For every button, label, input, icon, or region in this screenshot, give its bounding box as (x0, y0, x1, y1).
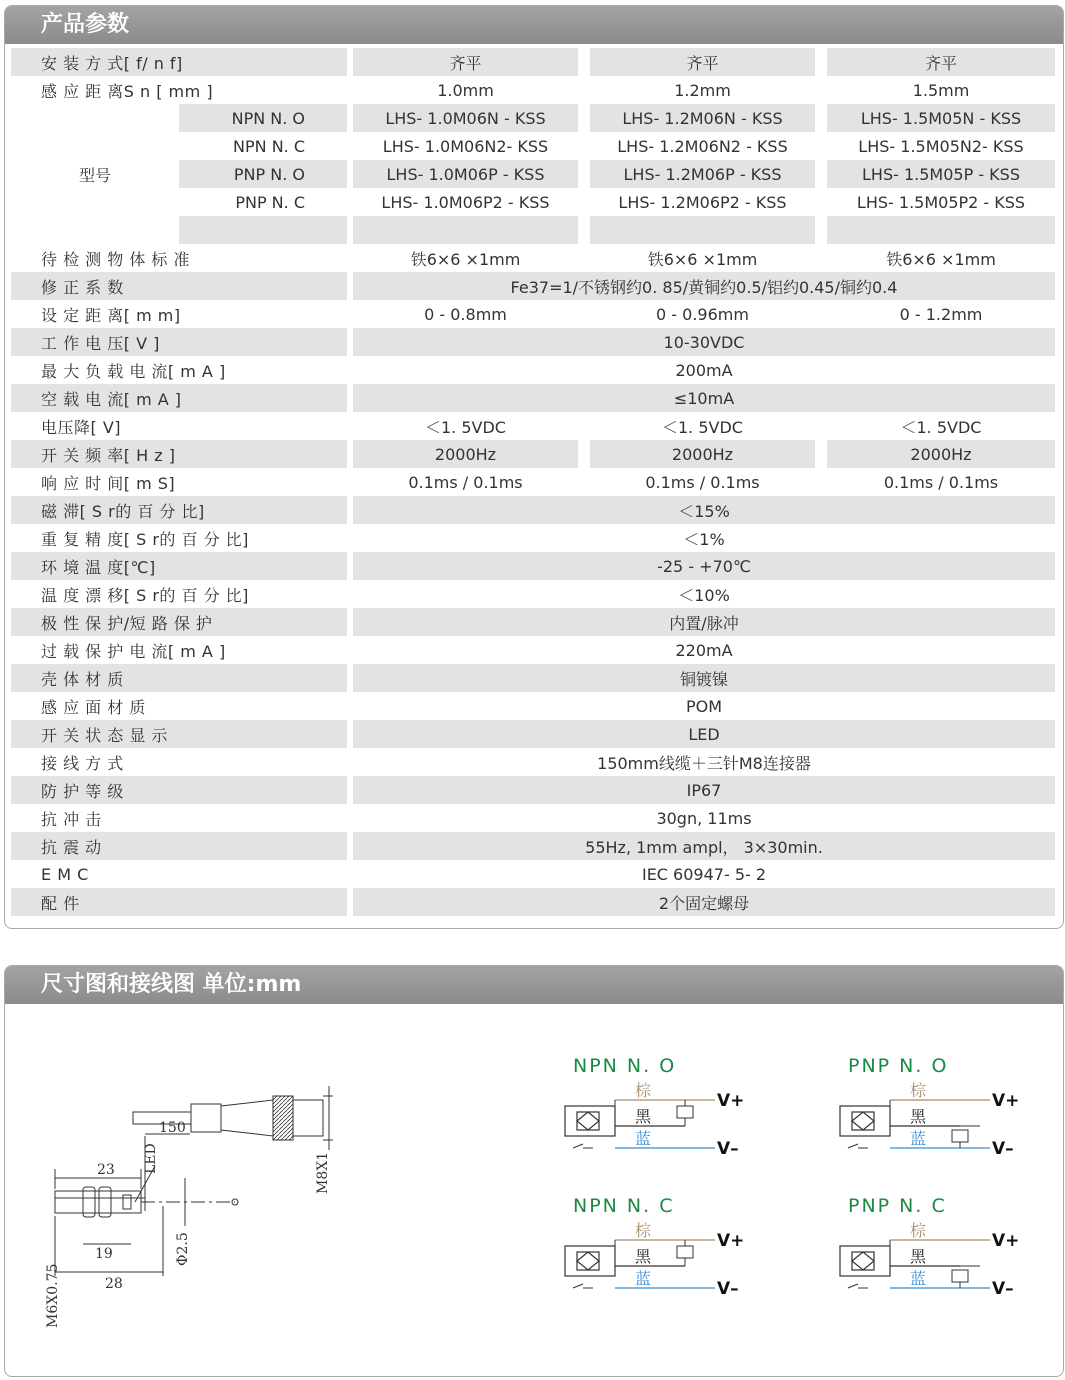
spec-row (11, 720, 1055, 748)
spec-label: 壳 体 材 质 (11, 664, 347, 692)
wire-blue-label: 蓝 (635, 1269, 652, 1288)
spec-value: 0 - 0.96mm (656, 304, 749, 324)
spec-value: 齐平 (827, 48, 1055, 76)
spec-row (11, 244, 1055, 272)
spec-value: 齐平 (353, 48, 578, 76)
spec-label: 最 大 负 载 电 流[ m A ] (41, 361, 226, 381)
load-symbol (677, 1106, 693, 1118)
spec-row (11, 860, 1055, 888)
sensor-symbol (840, 1106, 890, 1136)
spec-value: 铁6×6 ×1mm (647, 249, 758, 269)
v-minus-label: V– (992, 1139, 1014, 1159)
v-plus-label: V+ (992, 1091, 1020, 1111)
wiring-diagram (840, 1055, 1019, 1159)
connector-tip (293, 1100, 323, 1136)
v-plus-label: V+ (992, 1231, 1020, 1251)
spec-label: 电压降[ V] (41, 417, 122, 437)
sensor-body (55, 1191, 141, 1213)
dim-28: 28 (105, 1276, 123, 1292)
spec-value: ＜1. 5VDC (900, 417, 982, 437)
wiring-diagram (840, 1195, 1019, 1299)
spec-value: LHS- 1.5M05N2- KSS (858, 136, 1024, 156)
spec-row (11, 384, 1055, 412)
led-window (123, 1195, 131, 1209)
model-type-label: NPN N. O (179, 104, 347, 132)
spec-label: 环 境 温 度[℃] (11, 552, 347, 580)
dim-led: LED (143, 1143, 159, 1174)
spec-label: 配 件 (11, 888, 347, 916)
spec-label: E M C (41, 864, 89, 884)
spec-value: LHS- 1.0M06N - KSS (353, 104, 578, 132)
spec-label: 开 关 频 率[ H z ] (11, 440, 347, 468)
spec-label: 抗 震 动 (11, 832, 347, 860)
spec-row (11, 300, 1055, 328)
spec-value: ＜10% (678, 585, 730, 605)
spec-row (11, 608, 1055, 636)
spec-row (11, 804, 1055, 832)
spec-value: LHS- 1.0M06N2- KSS (382, 136, 549, 156)
spec-row (11, 888, 1055, 916)
dim-m6: M6X0.75 (45, 1263, 61, 1328)
spec-value: 10-30VDC (353, 328, 1055, 356)
spec-value: LHS- 1.5M05P - KSS (827, 160, 1055, 188)
model-type-label (179, 216, 347, 244)
spec-row (11, 356, 1055, 384)
spec-value: ＜1. 5VDC (662, 417, 743, 437)
spec-value: 55Hz, 1mm ampl， 3×30min. (353, 832, 1055, 860)
spec-value: 1.5mm (912, 80, 970, 100)
spec-label: 极 性 保 护/短 路 保 护 (11, 608, 347, 636)
spec-value: 铁6×6 ×1mm (886, 249, 996, 269)
spec-label: 开 关 状 态 显 示 (11, 720, 347, 748)
spec-row (11, 692, 1055, 720)
wire-black-label: 黑 (910, 1107, 927, 1126)
spec-row (11, 524, 1055, 552)
spec-value: LHS- 1.0M06P2 - KSS (381, 192, 550, 212)
spec-value: 220mA (675, 640, 733, 660)
spec-row (11, 272, 1055, 300)
spec-label: 重 复 精 度[ S r的 百 分 比] (41, 529, 249, 549)
connector-sleeve (191, 1104, 221, 1132)
spec-label: 修 正 系 数 (11, 272, 347, 300)
wiring-title: NPN N. C (573, 1195, 675, 1217)
sensor-symbol (840, 1246, 890, 1276)
wiring-diagram (565, 1055, 744, 1159)
spec-section-title: 产品参数 (5, 6, 1063, 44)
v-minus-label: V– (717, 1279, 739, 1299)
spec-value: Fe37=1/不锈钢约0. 85/黄铜约0.5/铝约0.45/铜约0.4 (353, 272, 1055, 300)
spec-panel (4, 5, 1064, 929)
spec-label: 安 装 方 式[ f/ n f] (11, 48, 347, 76)
spec-table (11, 48, 1055, 916)
wire-black-label: 黑 (635, 1247, 652, 1266)
spec-value: 0.1ms / 0.1ms (883, 472, 999, 492)
spec-value: 铁6×6 ×1mm (410, 249, 521, 269)
spec-value: 2000Hz (827, 440, 1055, 468)
spec-label: 响 应 时 间[ m S] (41, 473, 176, 493)
wiring-title: PNP N. O (848, 1055, 949, 1077)
spec-value (827, 216, 1055, 244)
spec-label: 工 作 电 压[ V ] (11, 328, 347, 356)
load-symbol (952, 1130, 968, 1142)
spec-label: 待 检 测 物 体 标 准 (41, 249, 191, 269)
spec-value: 150mm线缆＋三针M8连接器 (597, 753, 811, 773)
spec-value: 0.1ms / 0.1ms (645, 472, 760, 492)
dim-19: 19 (95, 1246, 113, 1262)
spec-value: LHS- 1.2M06N2 - KSS (617, 136, 788, 156)
spec-value: 30gn, 11ms (656, 808, 752, 828)
dim-150: 150 (159, 1120, 186, 1136)
model-group-label: 型号 (11, 104, 179, 244)
spec-value: LHS- 1.2M06P - KSS (590, 160, 815, 188)
wire-brown-label: 棕 (910, 1081, 927, 1100)
v-plus-label: V+ (717, 1091, 745, 1111)
spec-value: LHS- 1.5M05P2 - KSS (856, 192, 1026, 212)
spec-value: LED (353, 720, 1055, 748)
spec-value: ＜1% (683, 529, 725, 549)
spec-row (11, 636, 1055, 664)
wire-blue-label: 蓝 (910, 1269, 927, 1288)
v-plus-label: V+ (717, 1231, 745, 1251)
wire-black-label: 黑 (910, 1247, 927, 1266)
spec-value: LHS- 1.2M06P2 - KSS (618, 192, 787, 212)
spec-label: 过 载 保 护 电 流[ m A ] (41, 641, 226, 661)
spec-value: LHS- 1.5M05N - KSS (827, 104, 1055, 132)
spec-value: 1.0mm (437, 80, 494, 100)
spec-value (590, 216, 815, 244)
spec-label: 抗 冲 击 (41, 809, 102, 829)
dim-23: 23 (97, 1162, 115, 1178)
spec-row (11, 832, 1055, 860)
model-type-label: PNP N. O (179, 160, 347, 188)
load-symbol (952, 1270, 968, 1282)
spec-row (11, 664, 1055, 692)
spec-row (11, 468, 1055, 496)
spec-row (11, 776, 1055, 804)
dimension-drawing (35, 1066, 395, 1366)
wiring-title: NPN N. O (573, 1055, 677, 1077)
load-symbol (677, 1246, 693, 1258)
spec-row (11, 412, 1055, 440)
spec-value: ＜1. 5VDC (425, 417, 506, 437)
connector-body (221, 1100, 273, 1136)
spec-value: 铜镀镍 (353, 664, 1055, 692)
spec-value: IEC 60947- 5- 2 (641, 864, 767, 884)
wiring-title: PNP N. C (848, 1195, 947, 1217)
spec-row (11, 748, 1055, 776)
sensor-symbol (565, 1246, 615, 1276)
spec-row (11, 440, 1055, 468)
wire-blue-label: 蓝 (910, 1129, 927, 1148)
spec-value: ＜15% (353, 496, 1055, 524)
spec-value: 0 - 0.8mm (424, 304, 507, 324)
spec-label: 接 线 方 式 (41, 753, 124, 773)
spec-row (11, 104, 1055, 132)
spec-label: 空 载 电 流[ m A ] (11, 384, 347, 412)
spec-value: 200mA (675, 360, 733, 380)
spec-row (11, 552, 1055, 580)
spec-label: 温 度 漂 移[ S r的 百 分 比] (41, 585, 249, 605)
spec-value: LHS- 1.0M06P - KSS (353, 160, 578, 188)
wire-brown-label: 棕 (910, 1221, 927, 1240)
v-minus-label: V– (992, 1279, 1014, 1299)
spec-value: 内置/脉冲 (353, 608, 1055, 636)
sensor-symbol (565, 1106, 615, 1136)
dimension-panel (4, 965, 1064, 1377)
spec-value: 0 - 1.2mm (899, 304, 983, 324)
spec-row (11, 76, 1055, 104)
spec-value: 齐平 (590, 48, 815, 76)
wire-brown-label: 棕 (635, 1081, 652, 1100)
spec-value: POM (685, 696, 723, 716)
wiring-diagram (565, 1195, 744, 1299)
wire-blue-label: 蓝 (635, 1129, 652, 1148)
spec-row (11, 496, 1055, 524)
spec-value: ≤10mA (353, 384, 1055, 412)
spec-value: 1.2mm (674, 80, 731, 100)
spec-row (11, 328, 1055, 356)
spec-value: 2000Hz (353, 440, 578, 468)
spec-row (11, 48, 1055, 76)
model-type-label: NPN N. C (233, 136, 305, 156)
spec-row (11, 580, 1055, 608)
model-type-label: PNP N. C (235, 192, 305, 212)
v-minus-label: V– (717, 1139, 739, 1159)
spec-label: 感 应 面 材 质 (41, 697, 146, 717)
spec-label: 磁 滞[ S r的 百 分 比] (11, 496, 347, 524)
spec-value: IP67 (353, 776, 1055, 804)
spec-value: 2个固定螺母 (353, 888, 1055, 916)
dim-phi: Φ2.5 (175, 1232, 191, 1266)
spec-value: 2000Hz (590, 440, 815, 468)
spec-value: -25 - +70℃ (353, 552, 1055, 580)
dimension-section-title: 尺寸图和接线图 单位:mm (5, 966, 1063, 1004)
wire-brown-label: 棕 (635, 1221, 652, 1240)
spec-label: 感 应 距 离S n [ mm ] (41, 81, 214, 101)
spec-label: 设 定 距 离[ m m] (41, 305, 181, 325)
spec-label: 防 护 等 级 (11, 776, 347, 804)
wiring-diagrams (545, 1048, 1064, 1348)
wire-black-label: 黑 (635, 1107, 652, 1126)
spec-value: LHS- 1.2M06N - KSS (590, 104, 815, 132)
spec-value (353, 216, 578, 244)
spec-value: 0.1ms / 0.1ms (408, 472, 523, 492)
knurl-nut (273, 1096, 293, 1140)
dim-m8: M8X1 (315, 1151, 331, 1194)
